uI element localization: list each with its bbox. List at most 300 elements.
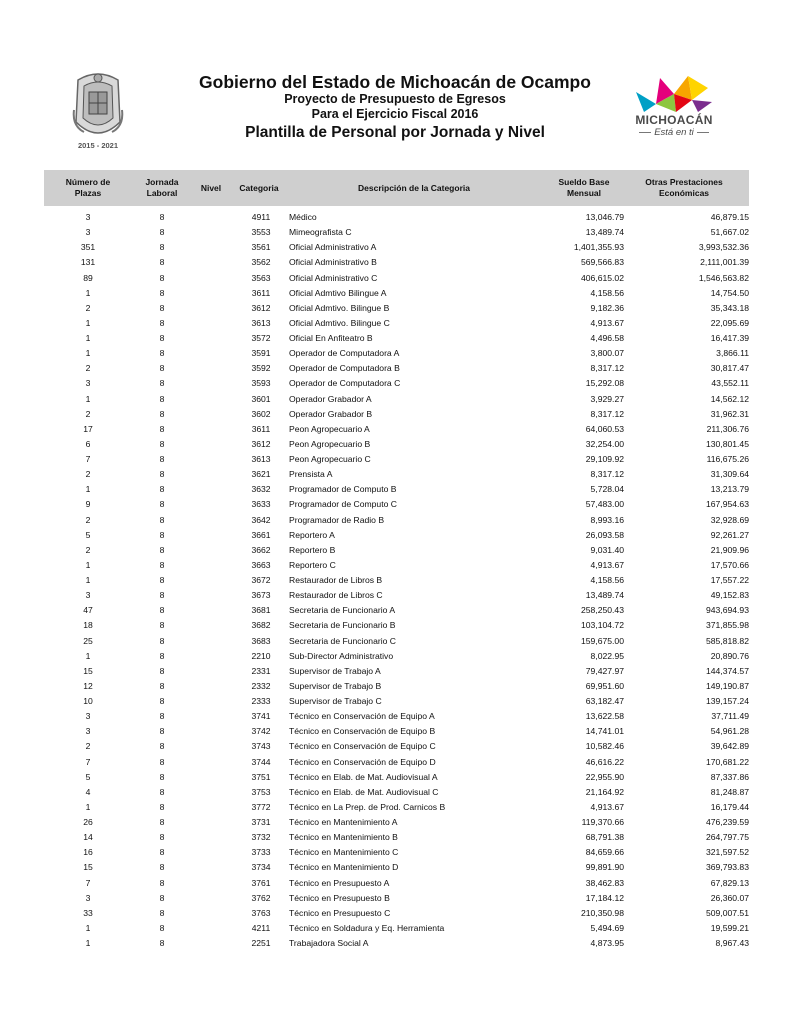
table-row [44, 543, 749, 558]
logo-tagline: Está en ti [622, 127, 726, 138]
table-row [44, 437, 749, 452]
cell-descripcion: Supervisor de Trabajo A [289, 665, 381, 676]
table-row [44, 331, 749, 346]
table-row [44, 240, 749, 255]
cell-otras: 149,190.87 [705, 680, 749, 691]
cell-plazas: 131 [80, 257, 96, 268]
table-row [44, 634, 749, 649]
cell-plazas: 1 [85, 348, 91, 359]
cell-sueldo: 4,913.67 [590, 559, 624, 570]
cell-sueldo: 14,741.01 [585, 726, 624, 737]
cell-otras: 264,797.75 [705, 832, 749, 843]
cell-plazas: 2 [85, 514, 91, 525]
cell-jornada: 8 [159, 801, 165, 812]
cell-categoria: 3633 [251, 499, 271, 510]
table-row [44, 709, 749, 724]
cell-descripcion: Sub-Director Administrativo [289, 650, 394, 661]
cell-descripcion: Técnico en Conservación de Equipo C [289, 741, 436, 752]
cell-descripcion: Técnico en Soldadura y Eq. Herramienta [289, 922, 445, 933]
cell-otras: 67,829.13 [710, 877, 749, 888]
cell-categoria: 3761 [251, 877, 271, 888]
cell-plazas: 12 [83, 680, 93, 691]
cell-sueldo: 22,955.90 [585, 771, 624, 782]
cell-plazas: 1 [85, 801, 91, 812]
table-row [44, 800, 749, 815]
cell-descripcion: Peon Agropecuario C [289, 454, 371, 464]
cell-plazas: 5 [85, 529, 91, 540]
cell-sueldo: 21,164.92 [585, 786, 624, 797]
cell-sueldo: 64,060.53 [585, 423, 624, 434]
table-row [44, 452, 749, 467]
cell-sueldo: 69,951.60 [585, 680, 624, 691]
cell-sueldo: 32,254.00 [585, 438, 624, 449]
table-row [44, 830, 749, 845]
table-row [44, 588, 749, 603]
cell-sueldo: 103,104.72 [580, 620, 624, 631]
cell-sueldo: 258,250.43 [580, 605, 624, 616]
cell-descripcion: Técnico en Presupuesto B [289, 892, 390, 903]
cell-categoria: 3663 [251, 559, 271, 570]
cell-otras: 21,909.96 [710, 544, 749, 555]
cell-otras: 22,095.69 [710, 317, 749, 328]
table-row [44, 376, 749, 391]
cell-plazas: 15 [83, 665, 93, 676]
cell-plazas: 9 [85, 499, 91, 510]
cell-otras: 585,818.82 [705, 635, 749, 646]
cell-plazas: 2 [85, 363, 91, 374]
cell-jornada: 8 [159, 680, 165, 691]
cell-jornada: 8 [159, 469, 165, 480]
cell-jornada: 8 [159, 650, 165, 661]
cell-plazas: 1 [85, 317, 91, 328]
cell-descripcion: Secretaria de Funcionario A [289, 605, 396, 616]
cell-descripcion: Trabajadora Social A [289, 938, 369, 948]
cell-sueldo: 99,891.90 [585, 862, 624, 873]
cell-descripcion: Oficial Admtivo Bilingue A [289, 287, 387, 298]
cell-jornada: 8 [159, 499, 165, 510]
cell-otras: 54,961.28 [710, 726, 749, 737]
cell-categoria: 3642 [251, 514, 271, 525]
cell-jornada: 8 [159, 938, 165, 948]
cell-jornada: 8 [159, 317, 165, 328]
cell-jornada: 8 [159, 348, 165, 359]
table-row [44, 845, 749, 860]
cell-categoria: 3732 [251, 832, 271, 843]
cell-categoria: 3682 [251, 620, 271, 631]
cell-jornada: 8 [159, 832, 165, 843]
cell-otras: 16,417.39 [710, 333, 749, 343]
cell-plazas: 4 [85, 786, 91, 797]
cell-otras: 31,962.31 [710, 408, 749, 419]
cell-categoria: 3563 [251, 272, 271, 283]
cell-otras: 39,642.89 [710, 741, 749, 752]
cell-categoria: 3733 [251, 847, 271, 858]
column-header-otras: Otras Prestaciones Económicas [645, 177, 723, 198]
table-row [44, 210, 749, 225]
cell-plazas: 7 [85, 877, 91, 888]
table-row [44, 422, 749, 437]
cell-categoria: 3553 [251, 227, 271, 238]
cell-plazas: 2 [85, 408, 91, 419]
cell-plazas: 33 [83, 907, 93, 918]
cell-sueldo: 46,616.22 [585, 756, 624, 767]
cell-otras: 2,111,001.39 [700, 257, 749, 268]
cell-categoria: 3592 [251, 363, 271, 374]
cell-jornada: 8 [159, 287, 165, 298]
cell-descripcion: Operador de Computadora A [289, 348, 400, 359]
cell-categoria: 2333 [251, 696, 271, 706]
document-title: Gobierno del Estado de Michoacán de Ocampo [199, 72, 591, 92]
cell-categoria: 4211 [251, 922, 271, 933]
cell-jornada: 8 [159, 590, 165, 601]
cell-plazas: 26 [83, 817, 93, 827]
cell-jornada: 8 [159, 272, 165, 283]
cell-otras: 37,711.49 [711, 711, 749, 722]
cell-categoria: 3613 [251, 317, 271, 328]
cell-jornada: 8 [159, 529, 165, 540]
cell-plazas: 1 [85, 938, 91, 948]
cell-jornada: 8 [159, 862, 165, 873]
cell-descripcion: Técnico en Elab. de Mat. Audiovisual C [289, 786, 439, 797]
cell-jornada: 8 [159, 438, 165, 449]
table-row [44, 815, 749, 830]
cell-descripcion: Técnico en Mantenimiento C [289, 847, 399, 858]
cell-jornada: 8 [159, 620, 165, 631]
cell-categoria: 3672 [251, 575, 271, 585]
cell-categoria: 3751 [251, 771, 271, 782]
table-row [44, 286, 749, 301]
cell-sueldo: 4,913.67 [590, 317, 624, 328]
table-row [44, 255, 749, 270]
cell-plazas: 14 [83, 832, 93, 843]
cell-plazas: 3 [85, 726, 91, 737]
cell-jornada: 8 [159, 771, 165, 782]
cell-descripcion: Técnico en Conservación de Equipo B [289, 726, 436, 737]
cell-otras: 13,213.79 [710, 484, 749, 495]
cell-descripcion: Técnico en Conservación de Equipo A [289, 711, 435, 722]
cell-categoria: 3561 [251, 242, 271, 253]
cell-sueldo: 5,728.04 [590, 484, 624, 495]
cell-otras: 17,557.22 [710, 575, 749, 585]
cell-plazas: 2 [85, 741, 91, 752]
cell-descripcion: Secretaria de Funcionario C [289, 635, 396, 646]
cell-categoria: 3621 [251, 469, 271, 480]
cell-categoria: 3744 [251, 756, 271, 767]
column-header-sueldo: Sueldo Base Mensual [558, 177, 610, 198]
cell-otras: 139,157.24 [705, 696, 749, 706]
cell-categoria: 3593 [251, 378, 271, 389]
cell-otras: 87,337.86 [710, 771, 749, 782]
cell-categoria: 3772 [251, 801, 271, 812]
cell-otras: 476,239.59 [705, 817, 749, 827]
table-row [44, 770, 749, 785]
table-row [44, 649, 749, 664]
cell-sueldo: 8,022.95 [590, 650, 624, 661]
column-header-categoria: Categoria [239, 183, 279, 193]
cell-categoria: 3681 [251, 605, 271, 616]
cell-plazas: 16 [83, 847, 93, 858]
cell-descripcion: Técnico en Mantenimiento B [289, 832, 398, 843]
cell-categoria: 3572 [251, 333, 271, 343]
cell-jornada: 8 [159, 408, 165, 419]
cell-plazas: 7 [85, 454, 91, 464]
cell-categoria: 3601 [251, 393, 271, 404]
cell-descripcion: Reportero B [289, 544, 336, 555]
cell-descripcion: Técnico en Mantenimiento D [289, 862, 399, 873]
cell-otras: 32,928.69 [710, 514, 749, 525]
table-row [44, 755, 749, 770]
cell-sueldo: 210,350.98 [580, 907, 624, 918]
cell-categoria: 2331 [251, 665, 271, 676]
cell-descripcion: Operador Grabador B [289, 408, 373, 419]
logo-wordmark: MICHOACÁN [635, 113, 713, 127]
cell-descripcion: Operador de Computadora C [289, 378, 401, 389]
cell-otras: 30,817.47 [710, 363, 749, 374]
cell-otras: 14,754.50 [710, 287, 749, 298]
cell-plazas: 2 [85, 469, 91, 480]
cell-otras: 170,681.22 [705, 756, 749, 767]
cell-descripcion: Secretaria de Funcionario B [289, 620, 396, 631]
cell-categoria: 3743 [251, 741, 271, 752]
table-row [44, 694, 749, 709]
cell-categoria: 3731 [251, 817, 271, 827]
cell-plazas: 3 [85, 212, 91, 222]
cell-jornada: 8 [159, 257, 165, 268]
cell-sueldo: 26,093.58 [585, 529, 624, 540]
cell-jornada: 8 [159, 922, 165, 933]
table-row [44, 497, 749, 512]
cell-jornada: 8 [159, 333, 165, 343]
cell-sueldo: 13,622.58 [585, 711, 624, 722]
cell-jornada: 8 [159, 605, 165, 616]
table-row [44, 225, 749, 240]
table-row [44, 346, 749, 361]
cell-descripcion: Técnico en Presupuesto C [289, 907, 391, 918]
column-header-nivel: Nivel [200, 183, 222, 193]
cell-descripcion: Oficial Administrativo C [289, 272, 378, 283]
cell-otras: 81,248.87 [710, 786, 749, 797]
cell-descripcion: Médico [289, 212, 317, 222]
cell-jornada: 8 [159, 817, 165, 827]
cell-sueldo: 8,317.12 [590, 363, 624, 374]
cell-jornada: 8 [159, 877, 165, 888]
cell-descripcion: Peon Agropecuario B [289, 438, 371, 449]
cell-jornada: 8 [159, 665, 165, 676]
cell-sueldo: 8,993.16 [590, 514, 624, 525]
cell-jornada: 8 [159, 544, 165, 555]
table-row [44, 785, 749, 800]
cell-sueldo: 68,791.38 [585, 832, 624, 843]
cell-categoria: 3612 [251, 438, 271, 449]
cell-plazas: 5 [85, 771, 91, 782]
cell-sueldo: 4,873.95 [590, 938, 624, 948]
title-block [170, 72, 620, 143]
cell-plazas: 3 [85, 711, 91, 722]
table-row [44, 301, 749, 316]
cell-categoria: 3734 [251, 862, 271, 873]
table-row [44, 528, 749, 543]
table-row [44, 392, 749, 407]
cell-sueldo: 159,675.00 [580, 635, 624, 646]
cell-otras: 116,675.26 [706, 454, 749, 464]
cell-otras: 35,343.18 [710, 302, 749, 313]
cell-plazas: 1 [85, 333, 91, 343]
cell-categoria: 3632 [251, 484, 271, 495]
cell-sueldo: 84,659.66 [585, 847, 624, 858]
cell-jornada: 8 [159, 378, 165, 389]
cell-descripcion: Técnico en Elab. de Mat. Audiovisual A [289, 771, 438, 782]
cell-descripcion: Técnico en Conservación de Equipo D [289, 756, 436, 767]
table-row [44, 739, 749, 754]
cell-jornada: 8 [159, 559, 165, 570]
cell-plazas: 2 [85, 302, 91, 313]
cell-descripcion: Reportero A [289, 529, 335, 540]
cell-descripcion: Técnico en La Prep. de Prod. Carnicos B [289, 801, 446, 812]
cell-jornada: 8 [159, 393, 165, 404]
cell-otras: 1,546,563.82 [698, 272, 749, 283]
cell-categoria: 3562 [251, 257, 271, 268]
cell-descripcion: Oficial Administrativo A [289, 242, 377, 253]
cell-plazas: 1 [85, 650, 91, 661]
cell-plazas: 2 [85, 544, 91, 555]
cell-sueldo: 13,489.74 [585, 590, 624, 601]
cell-descripcion: Oficial Admtivo. Bilingue B [289, 302, 390, 313]
cell-plazas: 18 [83, 620, 93, 631]
cell-descripcion: Supervisor de Trabajo C [289, 696, 382, 706]
table-row [44, 664, 749, 679]
cell-plazas: 10 [83, 696, 93, 706]
cell-otras: 3,866.11 [716, 348, 749, 359]
cell-sueldo: 8,317.12 [590, 469, 624, 480]
cell-sueldo: 3,800.07 [590, 348, 624, 359]
cell-categoria: 3683 [251, 635, 271, 646]
cell-otras: 3,993,532.36 [698, 242, 749, 253]
cell-sueldo: 13,046.79 [585, 212, 624, 222]
cell-sueldo: 15,292.08 [585, 378, 624, 389]
cell-otras: 31,309.64 [710, 469, 749, 480]
table-row [44, 482, 749, 497]
cell-plazas: 7 [85, 756, 91, 767]
table-row [44, 467, 749, 482]
cell-descripcion: Prensista A [289, 469, 333, 480]
cell-sueldo: 4,913.67 [590, 801, 624, 812]
cell-plazas: 3 [85, 378, 91, 389]
table-header [44, 170, 749, 206]
cell-jornada: 8 [159, 696, 165, 706]
table-row [44, 407, 749, 422]
table-row [44, 921, 749, 936]
cell-descripcion: Restaurador de Libros B [289, 575, 383, 585]
table-row [44, 906, 749, 921]
cell-plazas: 3 [85, 892, 91, 903]
cell-sueldo: 406,615.02 [580, 272, 624, 283]
table-row [44, 876, 749, 891]
cell-descripcion: Restaurador de Libros C [289, 590, 383, 601]
cell-jornada: 8 [159, 302, 165, 313]
cell-sueldo: 38,462.83 [585, 877, 624, 888]
cell-otras: 14,562.12 [710, 393, 749, 404]
cell-categoria: 3611 [251, 423, 271, 434]
cell-jornada: 8 [159, 635, 165, 646]
cell-sueldo: 17,184.12 [585, 892, 624, 903]
cell-sueldo: 9,182.36 [590, 302, 624, 313]
table-body [44, 210, 749, 951]
state-seal-icon [70, 70, 126, 152]
table-row [44, 860, 749, 875]
cell-jornada: 8 [159, 514, 165, 525]
cell-descripcion: Programador de Computo C [289, 499, 397, 510]
cell-plazas: 1 [85, 287, 91, 298]
cell-sueldo: 13,489.74 [585, 227, 624, 238]
column-header-descripcion: Descripción de la Categoria [358, 183, 470, 193]
cell-sueldo: 4,158.56 [590, 575, 624, 585]
cell-otras: 16,179.44 [710, 801, 749, 812]
cell-sueldo: 119,370.66 [581, 817, 624, 827]
cell-jornada: 8 [159, 847, 165, 858]
cell-otras: 49,152.83 [710, 590, 749, 601]
cell-plazas: 15 [83, 862, 93, 873]
cell-categoria: 2210 [251, 650, 271, 661]
cell-jornada: 8 [159, 726, 165, 737]
cell-sueldo: 29,109.92 [585, 454, 624, 464]
cell-jornada: 8 [159, 786, 165, 797]
cell-otras: 167,954.63 [705, 499, 749, 510]
cell-otras: 43,552.11 [711, 378, 749, 389]
cell-jornada: 8 [159, 741, 165, 752]
table-row [44, 618, 749, 633]
table-row [44, 679, 749, 694]
cell-sueldo: 57,483.00 [585, 499, 624, 510]
cell-descripcion: Programador de Computo B [289, 484, 397, 495]
table-row [44, 724, 749, 739]
cell-descripcion: Oficial Admtivo. Bilingue C [289, 317, 390, 328]
table-row [44, 513, 749, 528]
cell-jornada: 8 [159, 575, 165, 585]
cell-jornada: 8 [159, 227, 165, 238]
cell-otras: 943,694.93 [705, 605, 749, 616]
cell-plazas: 1 [85, 922, 91, 933]
table-row [44, 573, 749, 588]
cell-otras: 369,793.83 [705, 862, 749, 873]
cell-plazas: 89 [83, 272, 93, 283]
cell-categoria: 3662 [251, 544, 271, 555]
cell-otras: 321,597.52 [705, 847, 749, 858]
cell-otras: 371,855.98 [705, 620, 749, 631]
cell-sueldo: 10,582.46 [585, 741, 624, 752]
cell-plazas: 1 [85, 559, 91, 570]
cell-categoria: 3673 [251, 590, 271, 601]
table-row [44, 361, 749, 376]
cell-otras: 19,599.21 [710, 922, 749, 933]
cell-otras: 8,967.43 [715, 938, 749, 948]
cell-categoria: 3742 [251, 726, 271, 737]
cell-sueldo: 63,182.47 [585, 696, 624, 706]
cell-plazas: 1 [85, 575, 91, 585]
cell-otras: 144,374.57 [705, 665, 749, 676]
cell-sueldo: 4,158.56 [590, 287, 624, 298]
cell-descripcion: Programador de Radio B [289, 514, 385, 525]
column-header-jornada: Jornada Laboral [145, 177, 179, 198]
table-row [44, 891, 749, 906]
cell-descripcion: Reportero C [289, 559, 336, 570]
cell-categoria: 3611 [251, 287, 271, 298]
cell-sueldo: 1,401,355.93 [573, 242, 624, 253]
document-subtitle-3: Plantilla de Personal por Jornada y Nivel [245, 124, 545, 141]
cell-sueldo: 9,031.40 [590, 544, 624, 555]
cell-descripcion: Oficial En Anfiteatro B [289, 333, 373, 343]
cell-categoria: 2332 [251, 680, 271, 691]
document-header [0, 0, 791, 170]
